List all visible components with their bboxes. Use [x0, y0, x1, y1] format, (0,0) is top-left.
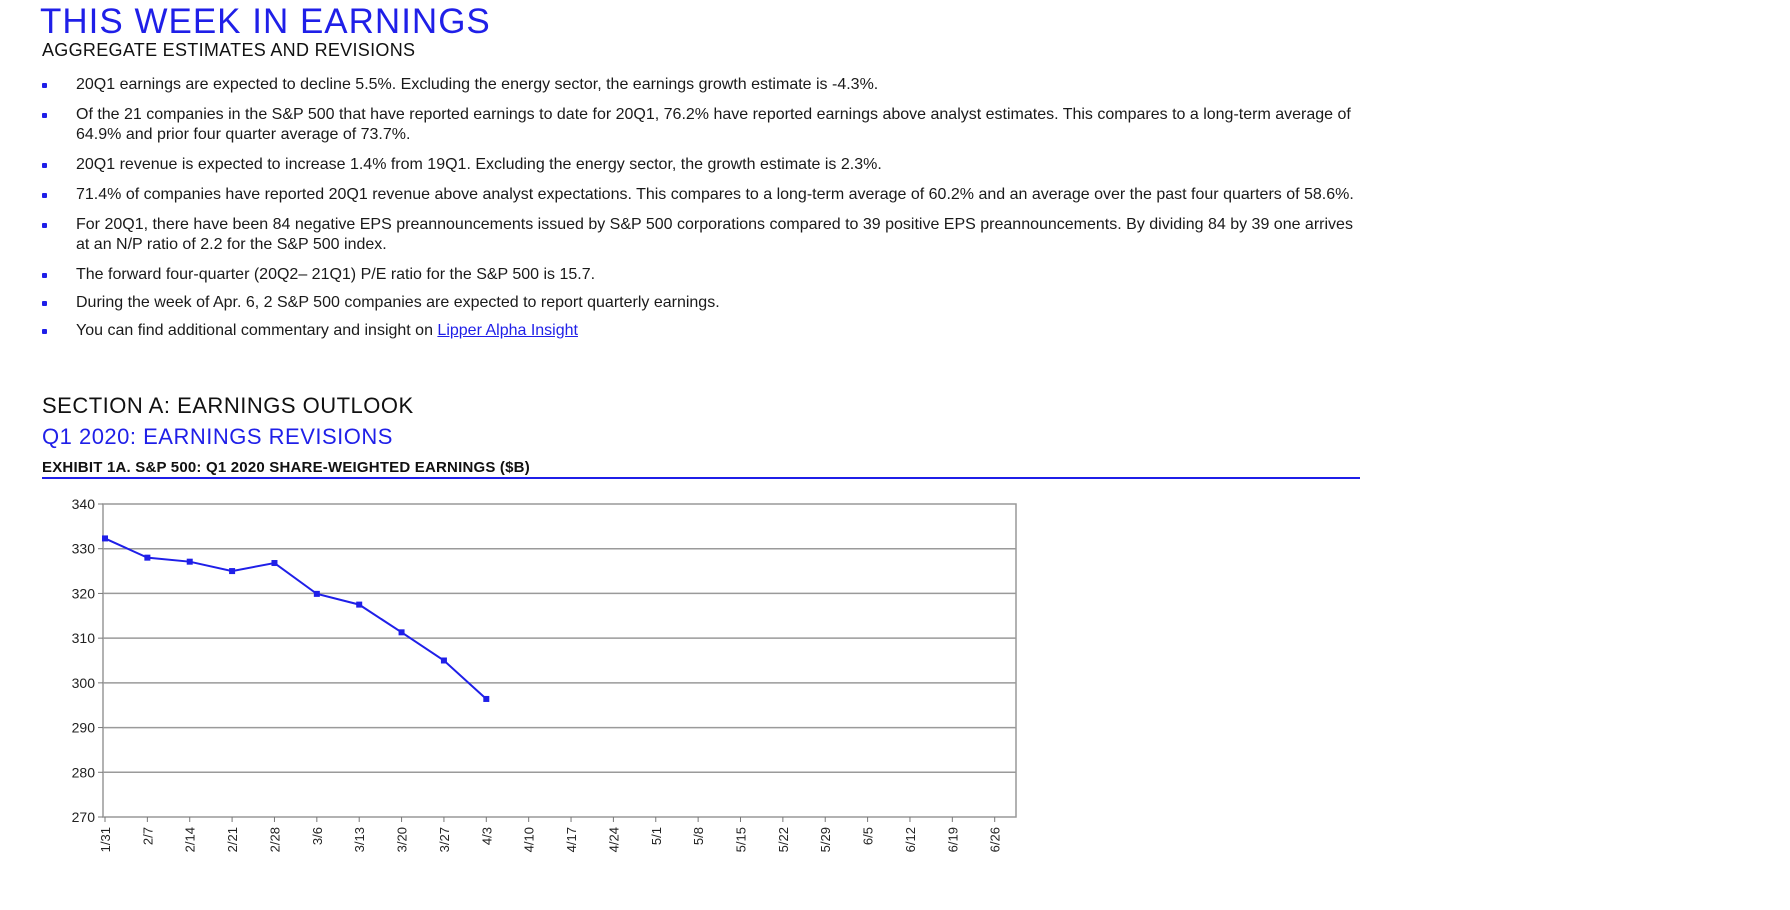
x-tick-label: 5/1	[648, 827, 664, 846]
x-tick-label: 6/26	[987, 827, 1003, 853]
data-point	[314, 591, 320, 597]
bullet-item	[38, 293, 1358, 313]
x-tick-label: 5/8	[691, 827, 707, 846]
y-tick-label: 300	[71, 674, 95, 691]
bullet-text: For 20Q1, there have been 84 negative EPS preannouncements issued by S&P 500 corporations compared to 39 positive EPS preannouncements. By dividing 84 by 39 one arrives at an N/P ratio of 2.2 for the S&P 500 index.	[76, 216, 1353, 253]
data-point	[483, 696, 489, 702]
page-subtitle: AGGREGATE ESTIMATES AND REVISIONS	[42, 40, 416, 60]
y-tick-label: 340	[71, 496, 95, 512]
x-tick-label: 4/10	[521, 827, 537, 853]
data-point	[399, 629, 405, 635]
bullet-text: During the week of Apr. 6, 2 S&P 500 companies are expected to report quarterly earnings.	[76, 294, 720, 311]
exhibit-title: EXHIBIT 1A. S&P 500: Q1 2020 SHARE-WEIGHTED EARNINGS ($B)	[42, 459, 530, 476]
bullet-item	[38, 265, 1358, 285]
y-tick-label: 280	[71, 764, 95, 781]
x-tick-label: 5/15	[733, 827, 749, 853]
bullet-text: 20Q1 earnings are expected to decline 5.5%. Excluding the energy sector, the earnings growth estimate is -4.3%.	[76, 76, 879, 93]
data-point	[144, 555, 150, 561]
bullet-text: The forward four-quarter (20Q2– 21Q1) P/E ratio for the S&P 500 is 15.7.	[76, 266, 596, 283]
bullet-icon	[42, 193, 47, 198]
x-tick-label: 2/21	[225, 827, 241, 853]
x-tick-label: 5/29	[818, 827, 834, 853]
summary-bullet-list	[38, 75, 1358, 349]
data-point	[356, 602, 362, 608]
x-tick-label: 2/14	[182, 827, 198, 853]
bullet-item	[38, 215, 1358, 255]
y-tick-label: 320	[71, 585, 95, 602]
y-tick-label: 290	[71, 719, 95, 736]
x-tick-label: 6/19	[945, 827, 961, 853]
bullet-icon	[42, 83, 47, 88]
x-tick-label: 1/31	[98, 827, 113, 853]
y-tick-label: 310	[71, 630, 95, 647]
bullet-item	[38, 155, 1358, 175]
y-tick-label: 270	[71, 809, 95, 825]
bullet-item	[38, 185, 1358, 205]
x-tick-label: 2/7	[140, 827, 156, 846]
bullet-icon	[42, 301, 47, 306]
x-tick-label: 6/5	[860, 827, 876, 846]
bullet-text: You can find additional commentary and insight on	[76, 322, 438, 339]
q1-revisions-heading: Q1 2020: EARNINGS REVISIONS	[42, 424, 393, 449]
bullet-text: 71.4% of companies have reported 20Q1 revenue above analyst expectations. This compares to a long-term average of 60.2% and an average over the past four quarters of 58.6%.	[76, 186, 1354, 203]
data-point	[229, 568, 235, 574]
x-tick-label: 3/13	[352, 827, 368, 853]
lipper-alpha-insight-link[interactable]: Lipper Alpha Insight	[437, 322, 578, 339]
plot-area	[103, 504, 1016, 817]
bullet-item	[38, 321, 1358, 341]
data-point	[187, 559, 193, 565]
x-tick-label: 3/27	[436, 827, 452, 853]
bullet-icon	[42, 223, 47, 228]
x-tick-label: 4/17	[564, 827, 580, 853]
earnings-revision-chart	[30, 484, 1030, 904]
x-tick-label: 3/6	[309, 827, 325, 846]
bullet-item	[38, 75, 1358, 95]
x-tick-label: 5/22	[775, 827, 791, 853]
data-point	[441, 658, 447, 664]
bullet-icon	[42, 273, 47, 278]
y-tick-label: 330	[71, 540, 95, 557]
x-tick-label: 2/28	[267, 827, 283, 853]
bullet-text: 20Q1 revenue is expected to increase 1.4% from 19Q1. Excluding the energy sector, the growth estimate is 2.3%.	[76, 156, 882, 173]
page-title: THIS WEEK IN EARNINGS	[40, 2, 491, 41]
data-point	[102, 535, 108, 541]
x-tick-label: 4/24	[606, 827, 622, 853]
bullet-icon	[42, 329, 47, 334]
x-tick-label: 6/12	[902, 827, 918, 853]
data-point	[271, 560, 277, 566]
bullet-text: Of the 21 companies in the S&P 500 that have reported earnings to date for 20Q1, 76.2% have reported earnings above analyst estimates. This compares to a long-term average of 64.9% and prior four quarter average of 73.7%.	[76, 106, 1351, 143]
section-a-heading: SECTION A: EARNINGS OUTLOOK	[42, 393, 414, 418]
x-tick-label: 4/3	[479, 827, 495, 846]
x-tick-label: 3/20	[394, 827, 410, 853]
bullet-icon	[42, 163, 47, 168]
bullet-icon	[42, 113, 47, 118]
bullet-item	[38, 105, 1358, 145]
exhibit-divider	[42, 477, 1360, 479]
